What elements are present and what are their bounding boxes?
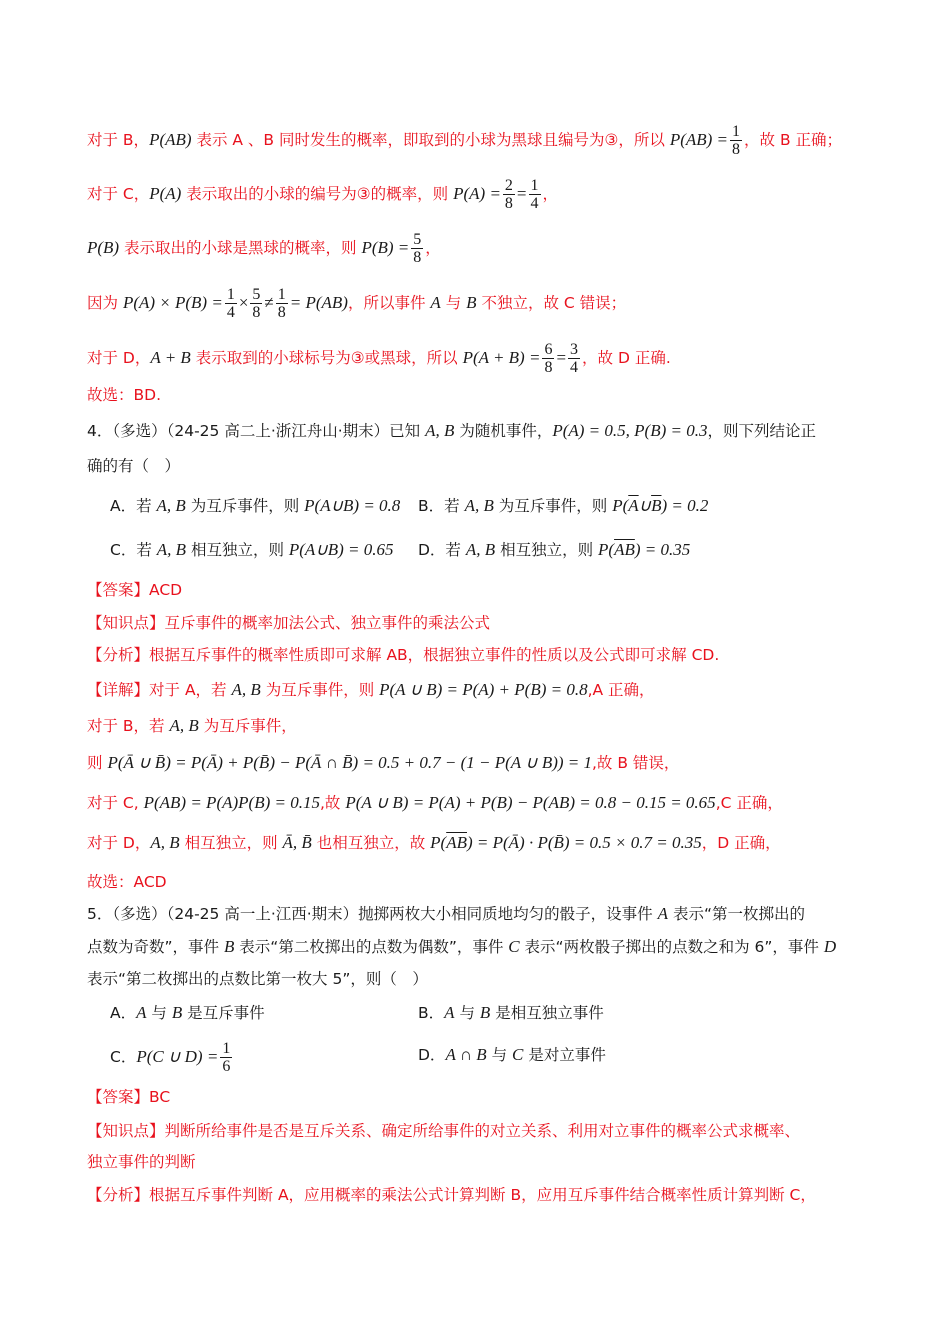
q5-stem-line1: 5．（多选）（24-25 高一上·江西·期末）抛掷两枚大小相同质地均匀的骰子，设事件 A 表示“第一枚掷出的 (87, 904, 805, 923)
q5-option-a: A．A 与 B 是互斥事件 (110, 1003, 265, 1022)
q4-knowledge-point: 【知识点】互斥事件的概率加法公式、独立事件的乘法公式 (87, 614, 491, 632)
q4-stem-line1: 4．（多选）（24-25 高二上·浙江舟山·期末）已知 A, B 为随机事件，P(A) = 0.5, P(B) = 0.3，则下列结论正 (87, 421, 816, 440)
fraction: $\frac{6}{8}$ (544, 341, 553, 376)
q3-option-c-analysis: 对于 C，P(A) 表示取出的小球的编号为③的概率，则 P(A) = $\frac{2}{8}$ = $\frac{1}{4}$ ， (87, 177, 559, 212)
q3-option-d-analysis: 对于 D，A + B 表示取到的小球标号为③或黑球，所以 P(A + B) = $\frac{6}{8}$ = $\frac{3}{4}$ ，故 D 正确. (87, 341, 671, 376)
q5-analysis: 【分析】根据互斥事件判断 A，应用概率的乘法公式计算判断 B，应用互斥事件结合概率性质计算判断 C， (87, 1186, 816, 1204)
fraction: $\frac{1}{8}$ (277, 286, 286, 321)
q3-independence-check: 因为 P(A) × P(B) = $\frac{1}{4}$ × $\frac{5}{8}$ ≠ $\frac{1}{8}$ = P(AB)，所以事件 A 与 B 不独立，故 C 错误； (87, 286, 627, 321)
q5-answer: 【答案】BC (87, 1088, 171, 1106)
q5-stem-line3: 表示“第二枚掷出的点数比第一枚大 5”，则（ ） (87, 970, 428, 988)
fraction: $\frac{1}{8}$ (732, 123, 741, 158)
q4-stem-line2: 确的有（ ） (87, 457, 181, 475)
q5-option-b: B．A 与 B 是相互独立事件 (418, 1003, 604, 1022)
q4-detail-d: 对于 D，A, B 相互独立，则 Ā, B̄ 也相互独立，故 $P(\overline{AB})$ = P(Ā) · P(B̄) = 0.5 × 0.7 = 0.35，D 正确， (87, 833, 781, 852)
fraction: $\frac{1}{4}$ (226, 286, 235, 321)
fraction: $\frac{5}{8}$ (252, 286, 261, 321)
q5-knowledge-point-line1: 【知识点】判断所给事件是否是互斥关系、确定所给事件的对立关系、利用对立事件的概率公式求概率、 (87, 1122, 801, 1140)
fraction: $\frac{3}{4}$ (570, 341, 579, 376)
q5-option-c: C．P(C ∪ D) = $\frac{1}{6}$ (110, 1040, 231, 1075)
q4-analysis: 【分析】根据互斥事件的概率性质即可求解 AB，根据独立事件的性质以及公式即可求解 CD. (87, 646, 720, 664)
q4-detail-b-line1: 对于 B，若 A, B 为互斥事件， (87, 716, 297, 735)
q4-option-a: A．若 A, B 为互斥事件，则 P(A∪B) = 0.8 (110, 496, 401, 515)
q4-detail-c: 对于 C, P(AB) = P(A)P(B) = 0.15,故 P(A ∪ B) = P(A) + P(B) − P(AB) = 0.8 − 0.15 = 0.65,C 正确， (87, 793, 783, 812)
q4-answer: 【答案】ACD (87, 581, 183, 599)
fraction: $\frac{1}{4}$ (530, 177, 539, 212)
q4-option-d: D．若 A, B 相互独立，则 $P(\overline{AB}) = 0.35$ (418, 540, 691, 559)
q5-stem-line2: 点数为奇数”，事件 B 表示“第二枚掷出的点数为偶数”，事件 C 表示“两枚骰子掷出的点数之和为 6”，事件 D (87, 937, 837, 956)
fraction: $\frac{1}{6}$ (222, 1040, 231, 1075)
fraction: $\frac{5}{8}$ (413, 231, 422, 266)
q4-option-b: B．若 A, B 为互斥事件，则 $P(\overline{A}\cup\overline{B}) = 0.2$ (418, 496, 709, 515)
q5-knowledge-point-line2: 独立事件的判断 (87, 1153, 196, 1171)
q3-option-b-analysis: 对于 B，P(AB) 表示 A 、B 同时发生的概率，即取到的小球为黑球且编号为③，所以 P(AB) = $\frac{1}{8}$ ，故 B 正确； (87, 123, 843, 158)
q3-final-answer: 故选：BD. (87, 386, 161, 404)
q4-final-answer: 故选：ACD (87, 873, 167, 891)
fraction: $\frac{2}{8}$ (504, 177, 513, 212)
q4-option-c: C．若 A, B 相互独立，则 P(A∪B) = 0.65 (110, 540, 394, 559)
q4-detail-b-line2: 则 P(Ā ∪ B̄) = P(Ā) + P(B̄) − P(Ā ∩ B̄) = 0.5 + 0.7 − (1 − P(A ∪ B)) = 1,故 B 错误， (87, 753, 680, 772)
q4-detail-a: 【详解】对于 A，若 A, B 为互斥事件，则 P(A ∪ B) = P(A) + P(B) = 0.8,A 正确， (87, 680, 655, 699)
q5-option-d: D．A ∩ B 与 C 是对立事件 (418, 1045, 606, 1064)
q3-pb-analysis: P(B) 表示取出的小球是黑球的概率，则 P(B) = $\frac{5}{8}$ ， (87, 231, 441, 266)
